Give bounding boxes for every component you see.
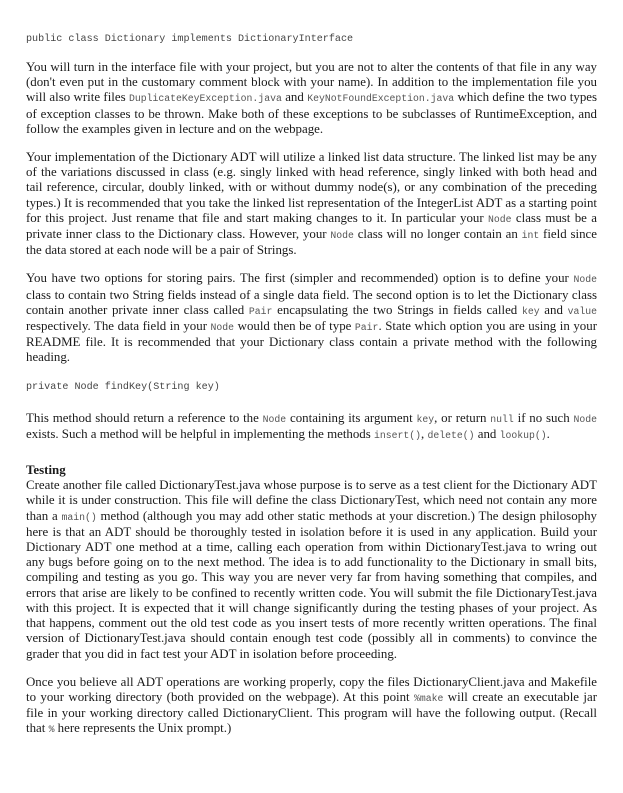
- testing-section: [26, 463, 597, 662]
- class-declaration-code: public class Dictionary implements DictionaryInterface: [26, 34, 354, 45]
- key-not-found-exception-file: KeyNotFoundException.java: [307, 93, 455, 105]
- findkey-method-code: private Node findKey(String key): [26, 381, 220, 393]
- duplicate-key-exception-file: DuplicateKeyException.java: [128, 93, 282, 105]
- paragraph-storing-pairs: You have two options for storing pairs. The first (simpler and recommended) option is to define your Node class to contain two String fields instead of a single data field. The second option is to let the Dictionary class contain another private inner class called Pair encapsulating the two Strings in fields called key and value respectively. The data field in your Node would then be of type Pair. State which option you are using in your README file. It is recommended that your Dictionary class contain a private method with the following heading.: [26, 271, 597, 365]
- paragraph-testing: Create another file called DictionaryTest.java whose purpose is to serve as a test client for the Dictionary ADT while it is under construction. This file will define the class DictionaryTest, which need not contain any more than a main() method (although you may add other static methods at your discretion.) The design philosophy here is that an ADT should be thoroughly tested in isolation before it is used in any application. Build your Dictionary ADT one method at a time, calling each operation from within DictionaryTest.java to wring out any bugs before going on to the next method. The idea is to add functionality to the Dictionary in small bits, compiling and testing as you go. This way you are never very far from having something that compiles, and errors that arise are likely to be confined to recently written code. You will submit the file DictionaryTest.java with this project. It is expected that it will change significantly during the testing phases of your project. As that happens, comment out the old test code as you insert tests of more recently written operations. The final version of DictionaryTest.java should contain enough test code (possibly all in comments) to convince the grader that you did in fact test your ADT in isolation before proceeding.: [26, 478, 597, 661]
- document-page: [26, 34, 597, 738]
- paragraph-findkey: This method should return a reference to the Node containing its argument key, or return null if no such Node exists. Such a method will be helpful in implementing the methods insert(), delete() and lookup().: [26, 410, 597, 441]
- paragraph-interface-file: You will turn in the interface file with your project, but you are not to alter the contents of that file in any way (don't even put in the customary comment block with your name). In addition to the implementation file you will also write files DuplicateKeyException.java and KeyNotFoundException.java which define the two types of exception classes to be thrown. Make both of these exceptions to be subclasses of RuntimeException, and follow the examples given in lecture and on the webpage.: [26, 60, 598, 136]
- paragraph-client-makefile: Once you believe all ADT operations are working properly, copy the files DictionaryClient.java and Makefile to your working directory (both provided on the webpage). At this point %make will create an executable jar file in your working directory called DictionaryClient. This program will have the following output. (Recall that % here represents the Unix prompt.): [26, 674, 598, 736]
- testing-heading: Testing: [26, 463, 66, 478]
- paragraph-linked-list: Your implementation of the Dictionary ADT will utilize a linked list data structure. The linked list may be any of the variations discussed in class (e.g. singly linked with head reference, singly linked with both head and tail reference, circular, doubly linked, with or without dummy node(s), or any combination of the preceding types.) It is recommended that you take the linked list representation of the IntegerList ADT as a starting point for this project. Just rename that file and start making changes to it. In particular your Node class must be a private inner class to the Dictionary class. However, your Node class will no longer contain an int field since the data stored at each node will be a pair of Strings.: [26, 150, 597, 258]
